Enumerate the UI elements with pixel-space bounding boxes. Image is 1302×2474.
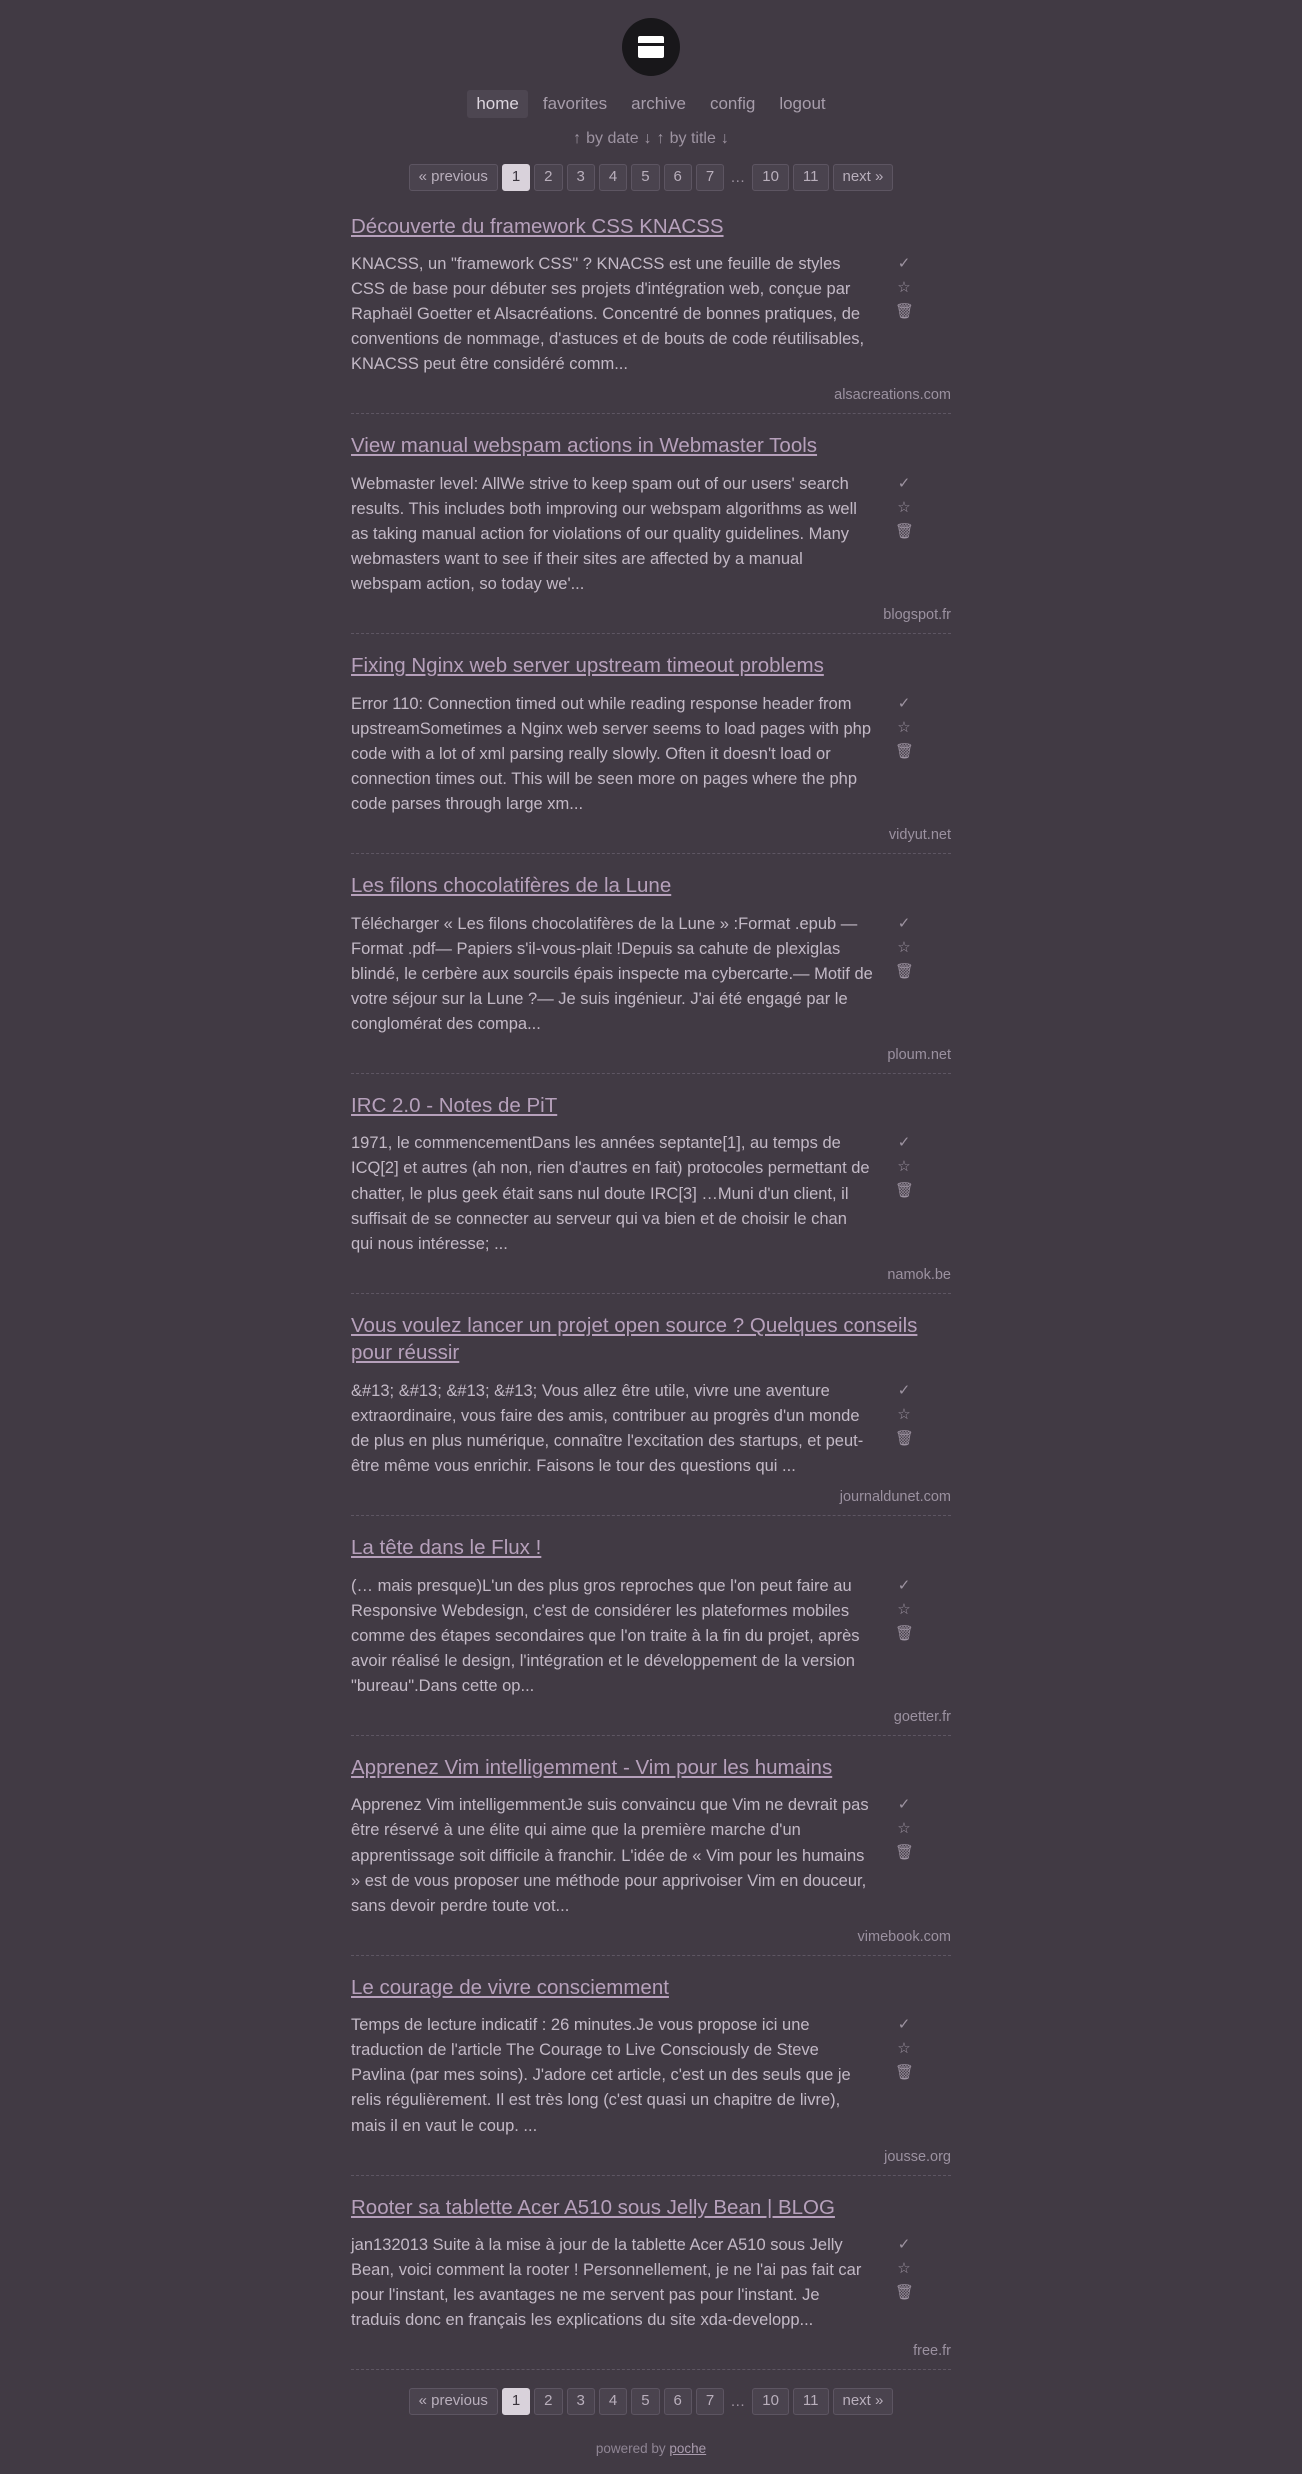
entry-domain: journaldunet.com bbox=[839, 1489, 951, 1506]
entry-title-link[interactable]: Vous voulez lancer un projet open source ? Quelques conseils pour réussir bbox=[351, 1313, 918, 1365]
nav-item-config[interactable]: config bbox=[709, 94, 756, 113]
pagination-page-1[interactable]: 1 bbox=[502, 164, 530, 191]
delete-trash-icon[interactable]: 🗑 bbox=[895, 522, 915, 540]
entry-domain: free.fr bbox=[913, 2343, 951, 2360]
pagination-page-3[interactable]: 3 bbox=[567, 164, 595, 191]
entry-actions bbox=[891, 1379, 917, 1446]
mark-read-icon[interactable]: ✓ bbox=[897, 694, 911, 712]
mark-read-icon[interactable]: ✓ bbox=[897, 1796, 911, 1814]
sort-title-desc-icon[interactable]: ↓ bbox=[720, 130, 729, 147]
logo-book-shape bbox=[638, 36, 664, 58]
pagination-page-7[interactable]: 7 bbox=[696, 2388, 724, 2415]
sort-by-title-label: by title bbox=[669, 130, 716, 147]
favorite-star-icon[interactable]: ☆ bbox=[897, 498, 911, 516]
list-item bbox=[351, 1534, 951, 1736]
entry-domain: ploum.net bbox=[887, 1046, 951, 1063]
footer bbox=[0, 2441, 1302, 2456]
poche-logo-icon[interactable] bbox=[622, 18, 680, 76]
pagination-page-10[interactable]: 10 bbox=[752, 164, 789, 191]
entry-title-link[interactable]: Rooter sa tablette Acer A510 sous Jelly Bean | BLOG bbox=[351, 2195, 835, 2219]
pagination-page-11[interactable]: 11 bbox=[793, 2388, 829, 2415]
logo-container bbox=[0, 18, 1302, 76]
pagination-previous[interactable]: « previous bbox=[409, 164, 498, 191]
entry-title-link[interactable]: Le courage de vivre consciemment bbox=[351, 1975, 669, 1999]
pagination-page-2[interactable]: 2 bbox=[534, 2388, 562, 2415]
entry-actions bbox=[891, 1793, 917, 1860]
mark-read-icon[interactable]: ✓ bbox=[897, 914, 911, 932]
entry-body bbox=[351, 1379, 951, 1479]
pagination-page-2[interactable]: 2 bbox=[534, 164, 562, 191]
list-item bbox=[351, 652, 951, 854]
pagination-page-4[interactable]: 4 bbox=[599, 164, 627, 191]
sort-date-asc-icon[interactable]: ↑ bbox=[573, 130, 582, 147]
pagination-next[interactable]: next » bbox=[833, 2388, 894, 2415]
sort-title-asc-icon[interactable]: ↑ bbox=[656, 130, 665, 147]
entry-title-link[interactable]: Les filons chocolatifères de la Lune bbox=[351, 874, 672, 898]
delete-trash-icon[interactable]: 🗑 bbox=[895, 1182, 915, 1200]
delete-trash-icon[interactable]: 🗑 bbox=[895, 1429, 915, 1447]
favorite-star-icon[interactable]: ☆ bbox=[897, 2040, 911, 2058]
pagination-ellipsis: … bbox=[730, 168, 747, 186]
entry-excerpt: Télécharger « Les filons chocolatifères de la Lune » :Format .epub — Format .pdf— Papiers s'il-vous-plait !Depuis sa cahute de plexiglas blindé, le cerbère aux sourcils épais inspecte ma cybercarte.— Motif de votre séjour sur la Lune ?— Je suis ingénieur. J'ai été engagé par le conglomérat des compa... bbox=[351, 914, 873, 1033]
pagination-page-11[interactable]: 11 bbox=[793, 164, 829, 191]
favorite-star-icon[interactable]: ☆ bbox=[897, 718, 911, 736]
entry-body bbox=[351, 912, 951, 1037]
mark-read-icon[interactable]: ✓ bbox=[897, 1134, 911, 1152]
favorite-star-icon[interactable]: ☆ bbox=[897, 278, 911, 296]
mark-read-icon[interactable]: ✓ bbox=[897, 2236, 911, 2254]
entry-domain: alsacreations.com bbox=[834, 387, 951, 404]
favorite-star-icon[interactable]: ☆ bbox=[897, 1600, 911, 1618]
sort-date-desc-icon[interactable]: ↓ bbox=[643, 130, 652, 147]
entry-body bbox=[351, 692, 951, 817]
delete-trash-icon[interactable]: 🗑 bbox=[895, 1844, 915, 1862]
mark-read-icon[interactable]: ✓ bbox=[897, 1381, 911, 1399]
delete-trash-icon[interactable]: 🗑 bbox=[895, 302, 915, 320]
entry-actions bbox=[891, 912, 917, 979]
entry-domain: blogspot.fr bbox=[883, 607, 951, 624]
list-item bbox=[351, 1974, 951, 2176]
entry-actions bbox=[891, 1574, 917, 1641]
favorite-star-icon[interactable]: ☆ bbox=[897, 1158, 911, 1176]
pagination-page-6[interactable]: 6 bbox=[664, 2388, 692, 2415]
delete-trash-icon[interactable]: 🗑 bbox=[895, 742, 915, 760]
sort-controls bbox=[0, 130, 1302, 148]
entry-actions bbox=[891, 692, 917, 759]
entry-actions bbox=[891, 2013, 917, 2080]
favorite-star-icon[interactable]: ☆ bbox=[897, 938, 911, 956]
delete-trash-icon[interactable]: 🗑 bbox=[895, 1624, 915, 1642]
entry-body bbox=[351, 1574, 951, 1699]
delete-trash-icon[interactable]: 🗑 bbox=[895, 2064, 915, 2082]
mark-read-icon[interactable]: ✓ bbox=[897, 254, 911, 272]
sort-by-date-label: by date bbox=[586, 130, 639, 147]
list-item bbox=[351, 213, 951, 415]
entry-excerpt: 1971, le commencementDans les années septante[1], au temps de ICQ[2] et autres (ah non, rien d'autres en fait) protocoles permettant de chatter, le plus geek était sans nul doute IRC[3] …Muni d'un client, il suffisait de se connecter au serveur qui va bien et de choisir le chan qui nous intéresse; ... bbox=[351, 1134, 870, 1253]
pagination-page-1[interactable]: 1 bbox=[502, 2388, 530, 2415]
entry-excerpt: Webmaster level: AllWe strive to keep spam out of our users' search results. This includes both improving our webspam algorithms as well as taking manual action for violations of our quality guidelines. Many webmasters want to see if their sites are affected by a manual webspam action, so today we'... bbox=[351, 474, 857, 594]
mark-read-icon[interactable]: ✓ bbox=[897, 1576, 911, 1594]
footer-powered-by-label: powered by bbox=[595, 2440, 666, 2456]
footer-product-link[interactable]: poche bbox=[669, 2440, 707, 2456]
entry-body bbox=[351, 2233, 951, 2333]
pagination-page-10[interactable]: 10 bbox=[752, 2388, 789, 2415]
pagination-ellipsis: … bbox=[730, 2393, 747, 2411]
pagination-page-6[interactable]: 6 bbox=[664, 164, 692, 191]
favorite-star-icon[interactable]: ☆ bbox=[897, 1405, 911, 1423]
entry-domain: goetter.fr bbox=[893, 1708, 951, 1725]
entry-actions bbox=[891, 2233, 917, 2300]
delete-trash-icon[interactable]: 🗑 bbox=[895, 962, 915, 980]
pagination-top bbox=[0, 164, 1302, 191]
nav-item-home[interactable]: home bbox=[467, 90, 528, 118]
entry-title-link[interactable]: Découverte du framework CSS KNACSS bbox=[351, 214, 724, 238]
entry-actions bbox=[891, 472, 917, 539]
pagination-page-5[interactable]: 5 bbox=[631, 2388, 659, 2415]
list-item bbox=[351, 432, 951, 634]
entry-excerpt: KNACSS, un "framework CSS" ? KNACSS est une feuille de styles CSS de base pour débuter ses projets d'intégration web, conçue par Raphaël Goetter et Alsacréations. Concentré de bonnes pratiques, de conventions de nommage, d'astuces et de bouts de code réutilisables, KNACSS peut être considéré comm... bbox=[351, 254, 865, 374]
entry-excerpt: Error 110: Connection timed out while reading response header from upstreamSometimes a Nginx web server seems to load pages with php code with a lot of xml parsing really slowly. Often it doesn't load or connection times out. This will be seen more on pages where the php code parses through large xm... bbox=[351, 694, 871, 813]
list-item bbox=[351, 1312, 951, 1516]
pagination-bottom bbox=[0, 2388, 1302, 2415]
entry-body bbox=[351, 1793, 951, 1918]
entry-body bbox=[351, 252, 951, 377]
entry-excerpt: &#13; &#13; &#13; &#13; Vous allez être utile, vivre une aventure extraordinaire, vous faire des amis, contribuer au progrès d'un monde de plus en plus numérique, connaître l'excitation des startups, et peut-être même vous enrichir. Faisons le tour des questions qui ... bbox=[351, 1381, 864, 1475]
entry-title-link[interactable]: View manual webspam actions in Webmaster Tools bbox=[351, 434, 818, 458]
entry-title-link[interactable]: IRC 2.0 - Notes de PiT bbox=[351, 1093, 558, 1117]
list-item bbox=[351, 872, 951, 1074]
entry-list bbox=[351, 213, 951, 2371]
mark-read-icon[interactable]: ✓ bbox=[897, 2016, 911, 2034]
entry-domain: vidyut.net bbox=[888, 827, 951, 844]
list-item bbox=[351, 2194, 951, 2371]
entry-title-link[interactable]: Fixing Nginx web server upstream timeout problems bbox=[351, 654, 824, 678]
entry-actions bbox=[891, 1131, 917, 1198]
nav-item-archive[interactable]: archive bbox=[631, 94, 686, 113]
list-item bbox=[351, 1754, 951, 1956]
entry-title-link[interactable]: Apprenez Vim intelligemment - Vim pour les humains bbox=[351, 1755, 833, 1779]
nav-item-favorites[interactable]: favorites bbox=[542, 94, 608, 113]
mark-read-icon[interactable]: ✓ bbox=[897, 474, 911, 492]
favorite-star-icon[interactable]: ☆ bbox=[897, 1820, 911, 1838]
entry-title-link[interactable]: La tête dans le Flux ! bbox=[351, 1536, 542, 1560]
pagination-previous[interactable]: « previous bbox=[409, 2388, 498, 2415]
entry-excerpt: Apprenez Vim intelligemmentJe suis convaincu que Vim ne devrait pas être réservé à une élite qui aime que la première marche d'un apprentissage soit difficile à franchir. L'idée de « Vim pour les humains » est de vous proposer une méthode pour apprivoiser Vim en douceur, sans devoir perdre toute vot... bbox=[351, 1796, 869, 1915]
entry-excerpt: (… mais presque)L'un des plus gros reproches que l'on peut faire au Responsive Webdesign, c'est de considérer les plateformes mobiles comme des étapes secondaires que l'on traite à la fin du projet, après avoir réalisé le design, l'intégration et le développement de la version "bureau".Dans cette op... bbox=[351, 1576, 860, 1695]
delete-trash-icon[interactable]: 🗑 bbox=[895, 2284, 915, 2302]
pagination-page-5[interactable]: 5 bbox=[631, 164, 659, 191]
entry-domain: vimebook.com bbox=[857, 1928, 951, 1945]
pagination-page-3[interactable]: 3 bbox=[567, 2388, 595, 2415]
favorite-star-icon[interactable]: ☆ bbox=[897, 2260, 911, 2278]
nav-item-logout[interactable]: logout bbox=[779, 94, 826, 113]
pagination-page-7[interactable]: 7 bbox=[696, 164, 724, 191]
entry-body bbox=[351, 2013, 951, 2138]
entry-domain: jousse.org bbox=[884, 2148, 951, 2165]
list-item bbox=[351, 1092, 951, 1294]
entry-domain: namok.be bbox=[887, 1266, 951, 1283]
entry-excerpt: Temps de lecture indicatif : 26 minutes.Je vous propose ici une traduction de l'article The Courage to Live Consciously de Steve Pavlina (par mes soins). J'adore cet article, c'est un des seuls que je relis régulièrement. Il est très long (c'est quasi un chapitre de livre), mais il en vaut le coup. ... bbox=[351, 2016, 851, 2135]
pagination-next[interactable]: next » bbox=[833, 164, 894, 191]
main-navigation bbox=[0, 90, 1302, 118]
entry-excerpt: jan132013 Suite à la mise à jour de la tablette Acer A510 sous Jelly Bean, voici comment la rooter ! Personnellement, je ne l'ai pas fait car pour l'instant, les avantages ne me servent pas pour l'instant. Je traduis donc en français les explications du site xda-developp... bbox=[351, 2236, 862, 2330]
pagination-page-4[interactable]: 4 bbox=[599, 2388, 627, 2415]
entry-body bbox=[351, 472, 951, 597]
entry-actions bbox=[891, 252, 917, 319]
entry-body bbox=[351, 1131, 951, 1256]
